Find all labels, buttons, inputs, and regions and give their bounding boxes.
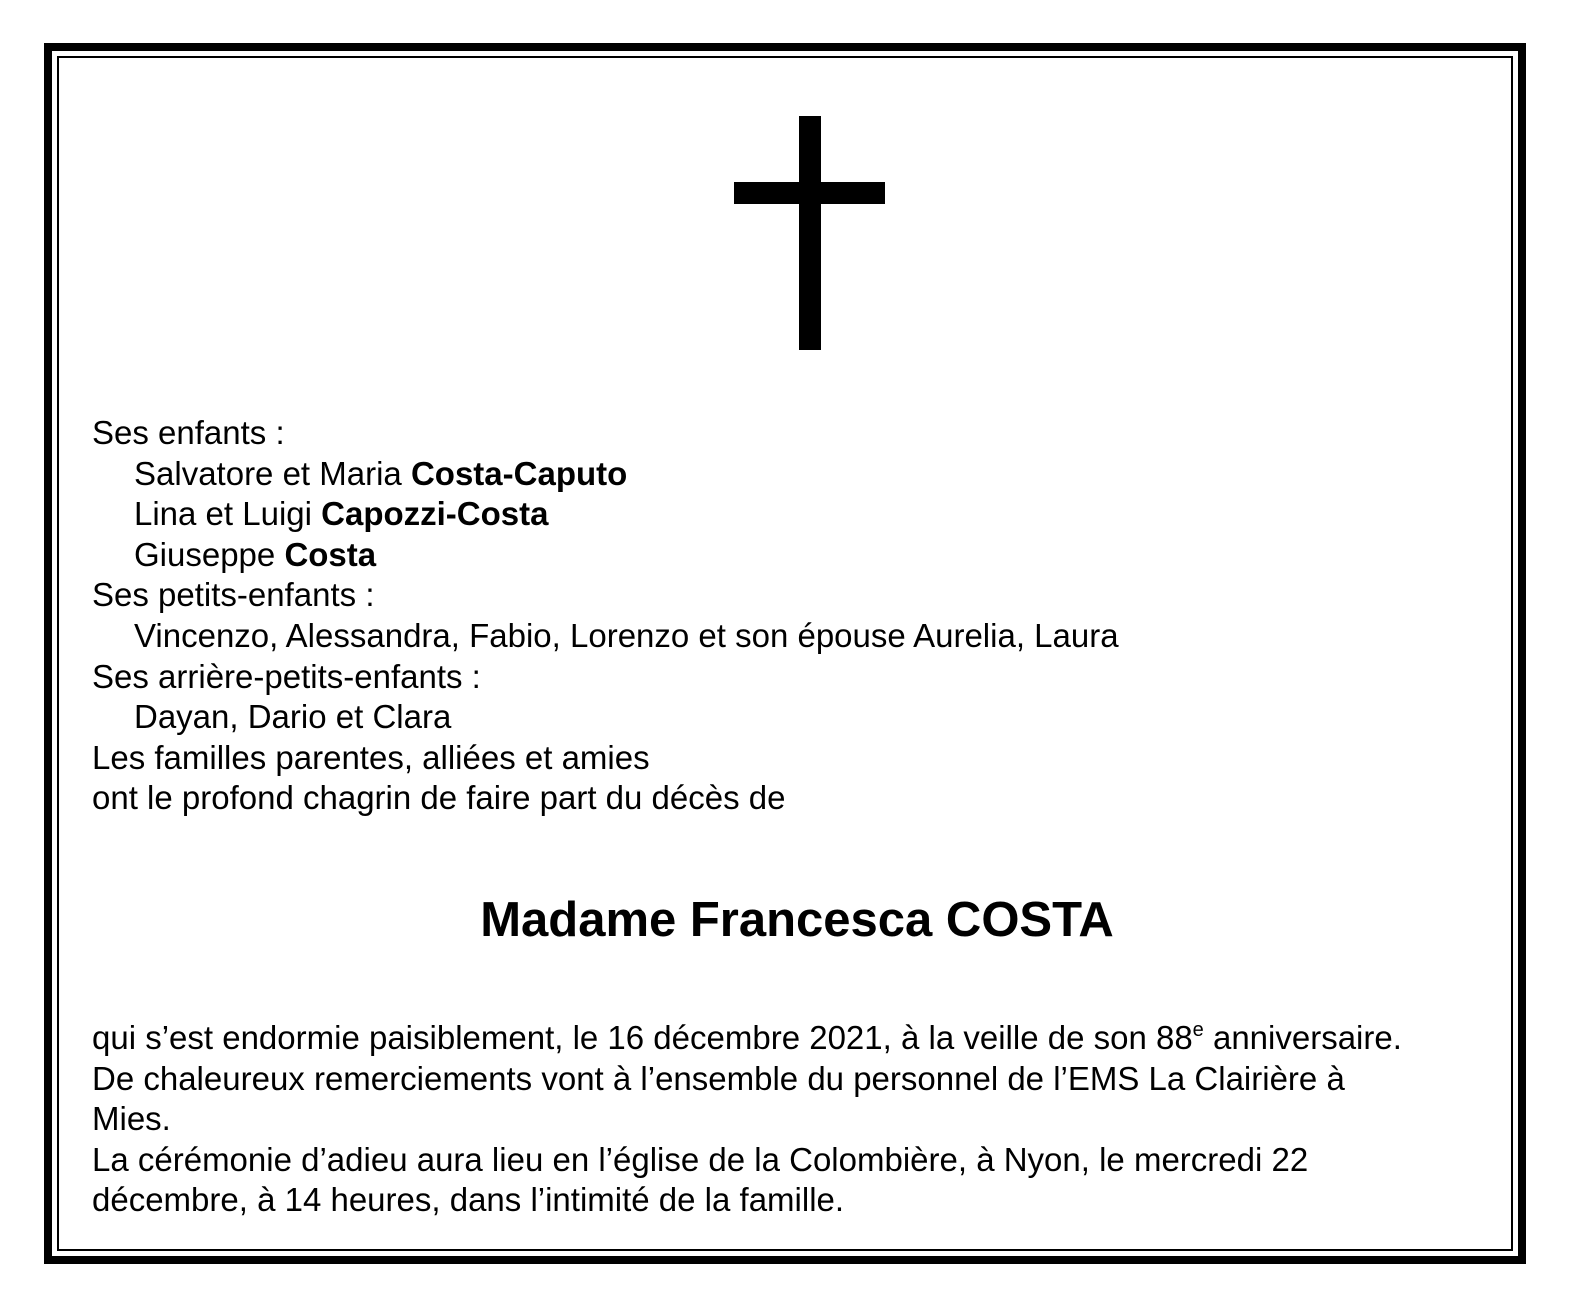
grandchildren-heading: Ses petits-enfants : — [92, 576, 375, 614]
deceased-name: Madame Francesca COSTA — [480, 893, 1114, 947]
child-first-names: Salvatore et Maria — [134, 454, 411, 492]
grandchildren-names: Vincenzo, Alessandra, Fabio, Lorenzo et son épouse Aurelia, Laura — [134, 616, 1119, 654]
great-grandchildren-heading: Ses arrière-petits-enfants : — [92, 657, 481, 695]
child-surname: Capozzi-Costa — [321, 495, 549, 533]
great-grandchildren-names: Dayan, Dario et Clara — [134, 698, 452, 736]
child-surname: Costa — [284, 535, 377, 573]
child-surname: Costa-Caputo — [410, 454, 628, 492]
ceremony-line: décembre, à 14 heures, dans l’intimité de la famille. — [92, 1181, 845, 1219]
child-entry — [92, 454, 1119, 495]
thanks-line: De chaleureux remerciements vont à l’ensemble du personnel de l’EMS La Clairière à — [92, 1059, 1345, 1097]
closing-text — [92, 1018, 1402, 1221]
child-first-names: Lina et Luigi — [134, 495, 322, 533]
death-text-before: qui s’est endormie paisiblement, le 16 décembre 2021, à la veille de son 88 — [92, 1019, 1193, 1056]
family-list — [92, 413, 1119, 819]
ordinal-superscript: e — [1192, 1019, 1204, 1041]
death-text-after: anniversaire. — [1203, 1019, 1402, 1056]
child-first-names: Giuseppe — [134, 535, 285, 573]
announcement-line: ont le profond chagrin de faire part du décès de — [92, 779, 786, 817]
child-entry — [92, 494, 1119, 535]
death-line — [92, 1018, 1402, 1059]
thanks-line: Mies. — [92, 1100, 171, 1138]
ceremony-line: La cérémonie d’adieu aura lieu en l’église de la Colombière, à Nyon, le mercredi 22 — [92, 1140, 1309, 1178]
child-entry — [92, 535, 1119, 576]
children-heading: Ses enfants : — [92, 414, 285, 451]
families-line: Les familles parentes, alliées et amies — [92, 738, 650, 776]
